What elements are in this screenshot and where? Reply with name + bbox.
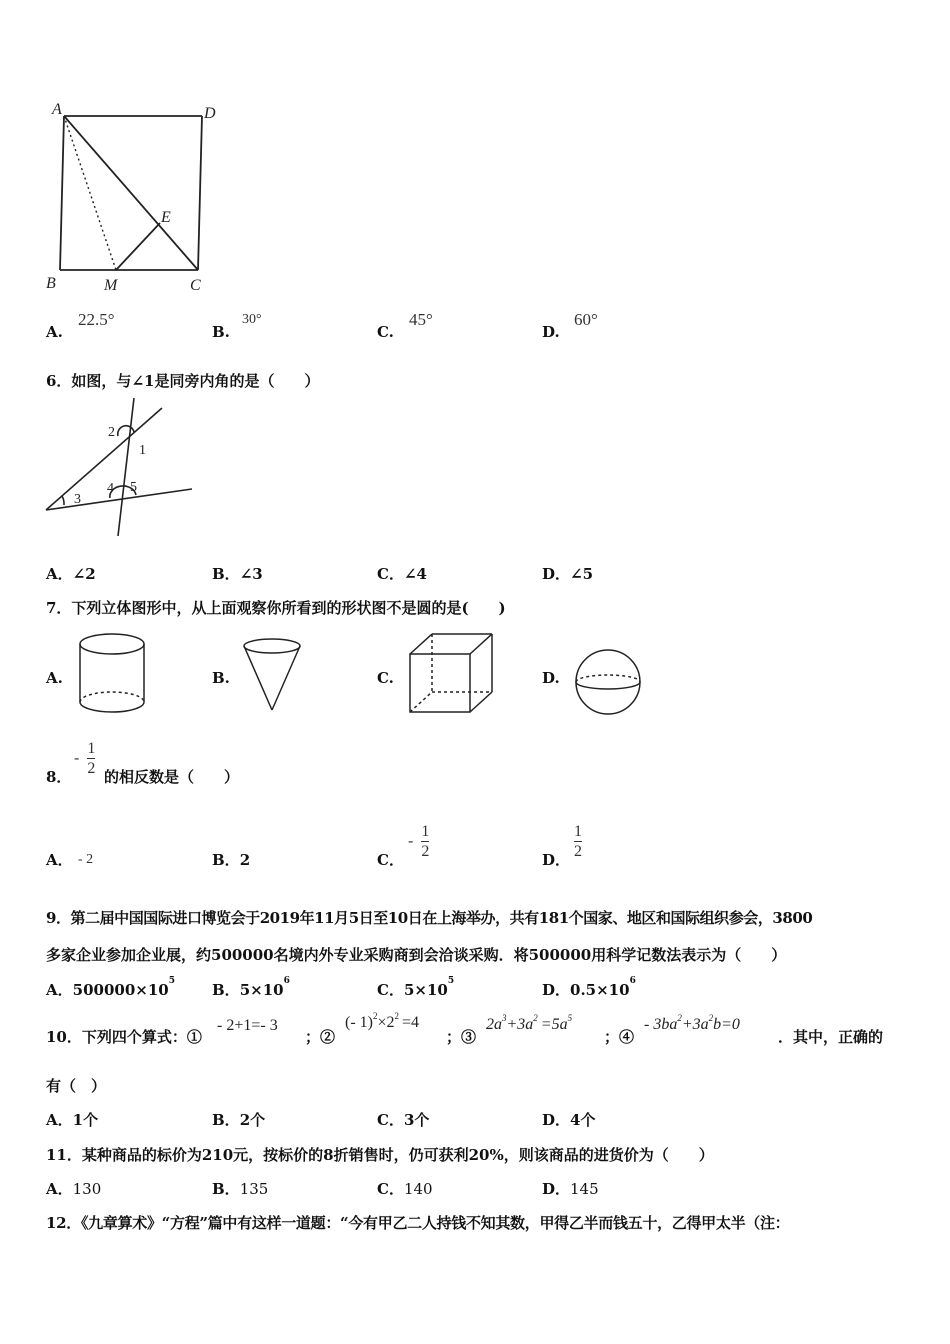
q10-option-d[interactable]: D．4个 xyxy=(542,1111,596,1129)
q10-sep4: ；④ xyxy=(604,1028,635,1046)
q9-option-a[interactable]: A．$500000\times 10^5$ xyxy=(46,976,175,999)
q8-stem-text: 的相反数是（ ） xyxy=(104,768,240,786)
q6-option-d[interactable]: D．∠5 xyxy=(542,565,594,583)
q10-option-b[interactable]: B．2个 xyxy=(212,1111,266,1129)
q7-sphere-figure xyxy=(572,646,644,718)
q10-sep2: ；② xyxy=(305,1028,336,1046)
q8-option-d-fraction: $\frac{1}{2}$ xyxy=(574,823,582,860)
q5-option-a[interactable]: A. xyxy=(46,323,63,341)
q9-stem-line1: 9．第二届中国国际进口博览会于2019年11月5日至10日在上海举办，共有181个国家、地区和国际组织参会，3800 xyxy=(46,909,813,927)
q5-option-c-value: 45° xyxy=(409,310,433,329)
q6-label-5: 5 xyxy=(130,480,137,495)
q8-option-a[interactable]: A． xyxy=(46,851,73,869)
q7-option-b[interactable]: B. xyxy=(212,669,230,687)
q10-prefix: 10．下列四个算式：① xyxy=(46,1028,202,1046)
q8-option-b[interactable]: B．2 xyxy=(212,851,251,869)
q8-option-a-value: - 2 xyxy=(78,852,94,867)
q12-stem: 12．《九章算术》“方程”篇中有这样一道题：“今有甲乙二人持钱不知其数，甲得乙半而钱五十，乙得甲太半（注： xyxy=(46,1214,790,1232)
q11-option-c[interactable]: C．140 xyxy=(377,1180,433,1198)
q8-number: 8． xyxy=(46,768,72,786)
q6-label-4: 4 xyxy=(107,481,114,496)
q10-eq3: $2a^3+3a^2 =5a^5$ xyxy=(486,1013,573,1033)
q8-option-c[interactable]: C． xyxy=(377,851,404,869)
q5-option-b-value: 30° xyxy=(242,312,262,327)
q6-label-1: 1 xyxy=(139,443,146,458)
q7-cube-figure xyxy=(406,630,498,716)
q5-option-b[interactable]: B. xyxy=(212,323,230,341)
q8-option-c-fraction: - $\frac{1}{2}$ xyxy=(408,823,430,860)
q10-eq2: (- $1)^2\times 2^2 =4$ xyxy=(345,1011,420,1031)
q6-label-2: 2 xyxy=(108,425,115,440)
q8-stem-fraction: - $\frac{1}{2}$ xyxy=(74,740,96,777)
q5-label-M: M xyxy=(104,277,118,294)
q5-square-figure xyxy=(40,98,240,298)
q10-eq1: - 2+1=- 3 xyxy=(217,1017,278,1034)
q10-option-a[interactable]: A．1个 xyxy=(46,1111,99,1129)
q9-option-c[interactable]: C．$5\times 10^5$ xyxy=(377,976,455,999)
q10-sep3: ；③ xyxy=(446,1028,477,1046)
q5-label-E: E xyxy=(161,209,171,226)
q9-option-b[interactable]: B．$5\times 10^6$ xyxy=(212,976,290,999)
q9-stem-line2: 多家企业参加企业展，约500000名境内外专业采购商到会洽谈采购．将500000用科学记数法表示为（ ） xyxy=(46,946,787,964)
q7-cone-figure xyxy=(240,636,304,714)
q5-label-D: D xyxy=(204,105,216,122)
q6-option-b[interactable]: B．∠3 xyxy=(212,565,263,583)
q9-option-d[interactable]: D．$0.5\times 10^6$ xyxy=(542,976,636,999)
q11-option-b[interactable]: B．135 xyxy=(212,1180,269,1198)
q7-cylinder-figure xyxy=(76,630,148,718)
q5-option-a-value: 22.5° xyxy=(78,310,115,329)
q6-label-3: 3 xyxy=(74,492,81,507)
q10-stem-line2: 有（ ） xyxy=(46,1077,107,1095)
q11-option-a[interactable]: A．130 xyxy=(46,1180,102,1198)
q7-stem: 7．下列立体图形中，从上面观察你所看到的形状图不是圆的是( ) xyxy=(46,599,506,617)
q5-option-c[interactable]: C. xyxy=(377,323,394,341)
q7-option-d[interactable]: D. xyxy=(542,669,560,687)
q6-option-c[interactable]: C．∠4 xyxy=(377,565,427,583)
q5-label-B: B xyxy=(46,275,56,292)
q11-stem: 11．某种商品的标价为210元，按标价的8折销售时，仍可获利20%，则该商品的进货价为（ ） xyxy=(46,1146,714,1164)
q11-option-d[interactable]: D．145 xyxy=(542,1180,599,1198)
q10-suffix: ．其中，正确的 xyxy=(778,1028,884,1046)
q6-option-a[interactable]: A．∠2 xyxy=(46,565,96,583)
q7-option-c[interactable]: C. xyxy=(377,669,394,687)
q10-eq4: - $3ba^2+3a^2b=0$ xyxy=(644,1013,740,1033)
q5-option-d-value: 60° xyxy=(574,310,598,329)
q10-option-c[interactable]: C．3个 xyxy=(377,1111,430,1129)
q8-option-d[interactable]: D． xyxy=(542,851,571,869)
q6-angles-figure xyxy=(40,394,200,544)
q5-label-C: C xyxy=(190,277,201,294)
q5-label-A: A xyxy=(52,101,62,118)
q6-stem: 6．如图，与∠1是同旁内角的是（ ） xyxy=(46,372,320,390)
q5-option-d[interactable]: D. xyxy=(542,323,560,341)
q7-option-a[interactable]: A. xyxy=(46,669,63,687)
